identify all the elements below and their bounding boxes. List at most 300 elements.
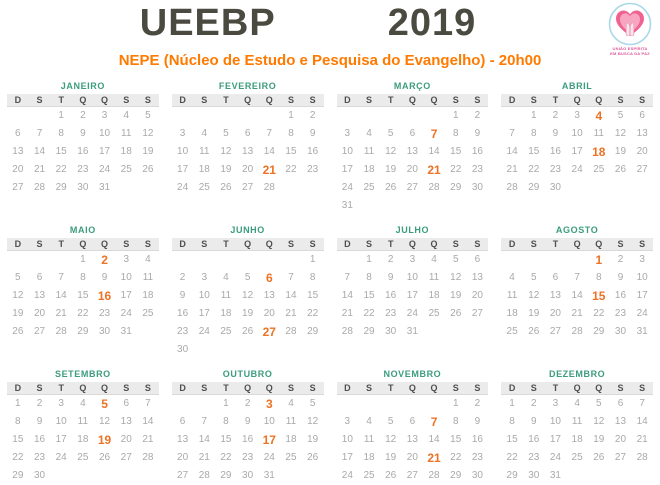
day-cell: 12 [242, 290, 254, 302]
day-cell: 3 [123, 254, 129, 266]
day-cell: 21 [571, 308, 583, 320]
day-cell: 24 [120, 308, 132, 320]
day-cell: 9 [179, 290, 186, 302]
day-cell: 26 [220, 182, 232, 194]
day-cell: 12 [614, 128, 627, 140]
day-cell: 2 [179, 272, 186, 284]
dow-header: S [287, 382, 294, 393]
dow-row [501, 238, 653, 251]
dow-row [172, 238, 324, 251]
dow-header: S [36, 94, 43, 105]
day-cell: 2 [474, 398, 481, 410]
day-cell: 16 [471, 434, 483, 446]
day-cell: 3 [58, 398, 64, 410]
day-cell: 22 [506, 452, 518, 464]
dow-header: D [508, 382, 516, 393]
day-cell: 27 [549, 326, 561, 338]
dow-header: S [309, 94, 316, 105]
day-cell: 3 [574, 110, 580, 122]
day-cell: 23 [33, 452, 46, 464]
day-cell: 14 [428, 146, 440, 158]
day-cell: 12 [593, 416, 605, 428]
day-cell: 8 [58, 128, 64, 140]
dow-header: Q [79, 382, 87, 393]
day-cell: 31 [341, 200, 353, 212]
day-cell: 8 [509, 416, 515, 428]
day-cell: 22 [55, 164, 67, 176]
day-cell: 11 [121, 128, 132, 140]
month-title: AGOSTO [555, 224, 599, 235]
month-title: ABRIL [561, 80, 593, 91]
meeting-day: 17 [262, 432, 276, 447]
dow-header: Q [573, 238, 581, 249]
day-cell: 18 [363, 452, 375, 464]
day-cell: 7 [36, 128, 43, 140]
day-cell: 3 [552, 398, 559, 410]
dow-header: Q [79, 238, 87, 249]
day-cell: 13 [614, 416, 627, 428]
day-cell: 14 [571, 290, 583, 302]
day-cell: 10 [341, 146, 353, 158]
day-cell: 8 [288, 128, 294, 140]
day-cell: 17 [177, 164, 189, 176]
day-cell: 2 [80, 110, 86, 122]
day-cell: 28 [33, 182, 46, 194]
dow-header: S [617, 94, 624, 105]
day-cell: 1 [452, 398, 459, 410]
day-cell: 19 [142, 146, 154, 158]
day-cell: 29 [55, 182, 67, 194]
dow-header: S [309, 238, 316, 249]
day-cell: 22 [528, 164, 540, 176]
day-cell: 27 [12, 182, 24, 194]
day-cell: 25 [77, 452, 89, 464]
day-cell: 29 [363, 326, 375, 338]
dow-header: T [58, 382, 64, 393]
day-cell: 16 [549, 146, 561, 158]
day-cell: 4 [509, 272, 515, 284]
day-cell: 5 [387, 128, 394, 140]
day-cell: 24 [341, 470, 353, 482]
dow-header: Q [595, 94, 603, 105]
day-cell: 24 [406, 308, 418, 320]
day-cell: 15 [77, 290, 89, 302]
day-cell: 30 [549, 182, 561, 194]
dow-header: S [201, 238, 208, 249]
day-cell: 24 [341, 182, 353, 194]
day-cell: 21 [636, 434, 648, 446]
day-cell: 15 [12, 434, 24, 446]
day-cell: 19 [385, 164, 397, 176]
day-cell: 18 [428, 290, 440, 302]
month-title: OUTUBRO [222, 368, 273, 379]
day-cell: 8 [80, 272, 86, 284]
day-cell: 15 [55, 146, 67, 158]
day-cell: 30 [77, 182, 89, 194]
day-cell: 3 [344, 128, 351, 140]
dow-header: Q [244, 382, 252, 393]
month-block [172, 369, 324, 485]
day-cell: 23 [307, 164, 319, 176]
logo-caption-line1: UNIÃO ESPÍRITA [612, 46, 648, 51]
day-cell: 8 [366, 272, 372, 284]
month-block [172, 81, 324, 215]
dow-header: D [344, 238, 351, 249]
day-cell: 28 [571, 326, 583, 338]
day-cell: 1 [530, 110, 537, 122]
day-cell: 20 [636, 146, 648, 158]
dow-header: Q [265, 238, 273, 249]
day-cell: 23 [471, 164, 483, 176]
month-title: FEVEREIRO [218, 80, 277, 91]
day-cell: 9 [387, 272, 394, 284]
day-cell: 4 [574, 398, 580, 410]
day-cell: 5 [309, 398, 316, 410]
day-cell: 16 [307, 146, 319, 158]
day-cell: 13 [263, 290, 275, 302]
day-cell: 22 [12, 452, 24, 464]
dow-header: S [36, 382, 43, 393]
day-cell: 3 [101, 110, 108, 122]
dow-header: T [552, 238, 559, 249]
day-cell: 3 [639, 254, 645, 266]
day-cell: 9 [552, 128, 559, 140]
day-cell: 1 [366, 254, 372, 266]
day-cell: 14 [285, 290, 297, 302]
day-cell: 10 [406, 272, 418, 284]
day-cell: 3 [179, 128, 186, 140]
day-cell: 23 [77, 164, 89, 176]
day-cell: 29 [77, 326, 89, 338]
days-grid [501, 251, 653, 341]
day-cell: 19 [12, 308, 24, 320]
day-cell: 22 [450, 164, 462, 176]
day-cell: 25 [428, 308, 440, 320]
day-cell: 17 [198, 308, 210, 320]
day-cell: 19 [220, 164, 232, 176]
day-cell: 27 [636, 164, 648, 176]
day-cell: 15 [363, 290, 375, 302]
day-cell: 9 [474, 416, 481, 428]
day-cell: 24 [571, 164, 583, 176]
day-cell: 31 [636, 326, 648, 338]
month-title: NOVEMBRO [383, 368, 442, 379]
day-cell: 14 [55, 290, 67, 302]
day-cell: 9 [474, 128, 481, 140]
dow-header: Q [265, 94, 273, 105]
day-cell: 5 [145, 110, 151, 122]
day-cell: 18 [285, 434, 297, 446]
dow-header: T [552, 382, 559, 393]
dow-header: T [58, 238, 64, 249]
day-cell: 7 [266, 128, 273, 140]
meeting-day: 18 [592, 144, 606, 159]
day-cell: 21 [33, 164, 46, 176]
day-cell: 26 [12, 326, 24, 338]
day-cell: 13 [471, 272, 483, 284]
dow-header: D [14, 238, 22, 249]
day-cell: 20 [33, 308, 46, 320]
day-cell: 5 [596, 398, 602, 410]
day-cell: 28 [55, 326, 67, 338]
day-cell: 20 [263, 308, 275, 320]
day-cell: 27 [406, 470, 418, 482]
day-cell: 9 [101, 272, 108, 284]
day-cell: 30 [528, 470, 540, 482]
day-cell: 28 [263, 182, 275, 194]
day-cell: 30 [177, 344, 189, 356]
day-cell: 19 [450, 290, 462, 302]
day-cell: 1 [58, 110, 64, 122]
day-cell: 25 [571, 452, 583, 464]
days-grid [172, 251, 324, 359]
title-org: UEEBP [139, 2, 276, 44]
day-cell: 20 [406, 452, 418, 464]
dow-header: Q [430, 238, 438, 249]
day-cell: 29 [450, 470, 462, 482]
day-cell: 18 [571, 434, 583, 446]
days-grid [337, 251, 489, 341]
day-cell: 14 [341, 290, 353, 302]
days-grid [7, 251, 159, 341]
day-cell: 2 [474, 110, 481, 122]
day-cell: 25 [220, 326, 232, 338]
day-cell: 7 [288, 272, 294, 284]
day-cell: 4 [123, 110, 129, 122]
month-block [501, 369, 653, 485]
calendar-grid [0, 69, 660, 485]
day-cell: 12 [12, 290, 24, 302]
meeting-day: 4 [595, 108, 603, 123]
dow-header: T [387, 382, 394, 393]
day-cell: 2 [244, 398, 251, 410]
day-cell: 5 [244, 272, 251, 284]
meeting-day: 5 [101, 396, 108, 411]
day-cell: 25 [506, 326, 518, 338]
dow-header: S [123, 238, 130, 249]
days-grid [7, 107, 159, 197]
day-cell: 1 [15, 398, 21, 410]
day-cell: 30 [242, 470, 254, 482]
day-cell: 29 [528, 182, 540, 194]
day-cell: 30 [98, 326, 111, 338]
day-cell: 10 [571, 128, 583, 140]
day-cell: 28 [428, 182, 440, 194]
day-cell: 28 [428, 470, 440, 482]
dow-header: Q [408, 94, 416, 105]
day-cell: 15 [506, 434, 518, 446]
day-cell: 11 [506, 290, 518, 302]
day-cell: 22 [220, 452, 232, 464]
day-cell: 16 [242, 434, 254, 446]
day-cell: 26 [528, 326, 540, 338]
day-cell: 20 [120, 434, 132, 446]
dow-header: S [530, 238, 537, 249]
day-cell: 17 [571, 146, 583, 158]
day-cell: 12 [528, 290, 540, 302]
dow-header: Q [573, 94, 581, 105]
day-cell: 1 [223, 398, 229, 410]
month-block [172, 225, 324, 359]
day-cell: 2 [36, 398, 43, 410]
day-cell: 25 [142, 308, 154, 320]
dow-header: D [344, 94, 351, 105]
day-cell: 8 [452, 128, 459, 140]
day-cell: 13 [406, 434, 418, 446]
day-cell: 14 [428, 434, 440, 446]
day-cell: 9 [80, 128, 86, 140]
day-cell: 27 [242, 182, 254, 194]
day-cell: 26 [385, 470, 397, 482]
day-cell: 23 [549, 164, 561, 176]
dow-header: S [144, 382, 151, 393]
dow-header: Q [595, 382, 603, 393]
day-cell: 25 [285, 452, 297, 464]
day-cell: 29 [506, 470, 518, 482]
day-cell: 12 [307, 416, 319, 428]
month-block [337, 225, 489, 359]
page-header [0, 0, 660, 69]
day-cell: 3 [344, 416, 351, 428]
dow-header: D [14, 94, 22, 105]
day-cell: 17 [341, 452, 353, 464]
dow-header: S [530, 382, 537, 393]
day-cell: 13 [242, 146, 254, 158]
dow-header: D [179, 238, 186, 249]
dow-header: Q [265, 382, 273, 393]
day-cell: 20 [471, 290, 483, 302]
day-cell: 1 [452, 110, 459, 122]
day-cell: 12 [450, 272, 462, 284]
day-cell: 26 [593, 452, 605, 464]
day-cell: 18 [77, 434, 89, 446]
day-cell: 26 [142, 164, 154, 176]
day-cell: 10 [177, 146, 189, 158]
meeting-day: 19 [97, 432, 112, 447]
meeting-day: 27 [262, 324, 276, 339]
day-cell: 6 [179, 416, 186, 428]
meeting-day: 21 [427, 162, 441, 177]
day-cell: 27 [120, 452, 132, 464]
meeting-day: 2 [101, 252, 108, 267]
day-cell: 15 [285, 146, 297, 158]
meeting-day: 7 [430, 414, 438, 429]
dow-header: T [387, 94, 394, 105]
days-grid [337, 395, 489, 485]
day-cell: 6 [36, 272, 43, 284]
day-cell: 6 [474, 254, 481, 266]
day-cell: 11 [363, 146, 375, 158]
day-cell: 16 [33, 434, 46, 446]
day-cell: 21 [506, 164, 518, 176]
day-cell: 6 [244, 128, 251, 140]
day-cell: 4 [223, 272, 229, 284]
dow-header: S [617, 238, 624, 249]
day-cell: 24 [98, 164, 111, 176]
day-cell: 30 [471, 182, 483, 194]
day-cell: 5 [617, 110, 624, 122]
month-block [337, 81, 489, 215]
day-cell: 11 [428, 272, 440, 284]
day-cell: 22 [285, 164, 297, 176]
day-cell: 25 [593, 164, 605, 176]
day-cell: 8 [530, 128, 537, 140]
day-cell: 2 [530, 398, 537, 410]
month-title: DEZEMBRO [548, 368, 606, 379]
day-cell: 28 [285, 326, 297, 338]
dow-header: Q [79, 94, 87, 105]
day-cell: 4 [431, 254, 437, 266]
dow-header: S [309, 382, 316, 393]
day-cell: 14 [198, 434, 210, 446]
day-cell: 29 [593, 326, 605, 338]
day-cell: 4 [366, 416, 372, 428]
day-cell: 25 [120, 164, 132, 176]
day-cell: 8 [452, 416, 459, 428]
meeting-day: 6 [265, 270, 273, 285]
day-cell: 13 [12, 146, 24, 158]
day-cell: 10 [341, 434, 353, 446]
dow-header: Q [430, 382, 438, 393]
day-cell: 26 [614, 164, 627, 176]
day-cell: 27 [614, 452, 627, 464]
day-cell: 31 [406, 326, 418, 338]
day-cell: 11 [593, 128, 604, 140]
day-cell: 31 [263, 470, 275, 482]
day-cell: 4 [366, 128, 372, 140]
month-block [7, 369, 159, 485]
day-cell: 3 [409, 254, 416, 266]
day-cell: 1 [309, 254, 316, 266]
dow-row [7, 94, 159, 107]
day-cell: 23 [385, 308, 397, 320]
day-cell: 11 [285, 416, 297, 428]
day-cell: 18 [506, 308, 518, 320]
day-cell: 30 [385, 326, 397, 338]
dow-header: S [474, 382, 481, 393]
day-cell: 14 [263, 146, 275, 158]
day-cell: 11 [571, 416, 583, 428]
day-cell: 15 [528, 146, 540, 158]
day-cell: 19 [242, 308, 254, 320]
day-cell: 6 [552, 272, 559, 284]
day-cell: 27 [177, 470, 189, 482]
meeting-day: 7 [430, 126, 438, 141]
title-year: 2019 [387, 2, 477, 44]
dow-header: T [223, 94, 229, 105]
day-cell: 14 [506, 146, 518, 158]
dow-header: S [452, 238, 459, 249]
day-cell: 16 [528, 434, 540, 446]
day-cell: 25 [363, 470, 375, 482]
day-cell: 18 [198, 164, 210, 176]
day-cell: 8 [596, 272, 602, 284]
day-cell: 28 [341, 326, 353, 338]
day-cell: 17 [98, 146, 111, 158]
days-grid [172, 395, 324, 485]
day-cell: 18 [363, 164, 375, 176]
day-cell: 23 [614, 308, 627, 320]
days-grid [172, 107, 324, 197]
day-cell: 2 [552, 110, 559, 122]
day-cell: 30 [33, 470, 46, 482]
dow-row [501, 94, 653, 107]
month-title: MAIO [69, 224, 96, 235]
day-cell: 25 [198, 182, 210, 194]
day-cell: 5 [452, 254, 459, 266]
dow-header: Q [573, 382, 581, 393]
day-cell: 9 [309, 128, 316, 140]
